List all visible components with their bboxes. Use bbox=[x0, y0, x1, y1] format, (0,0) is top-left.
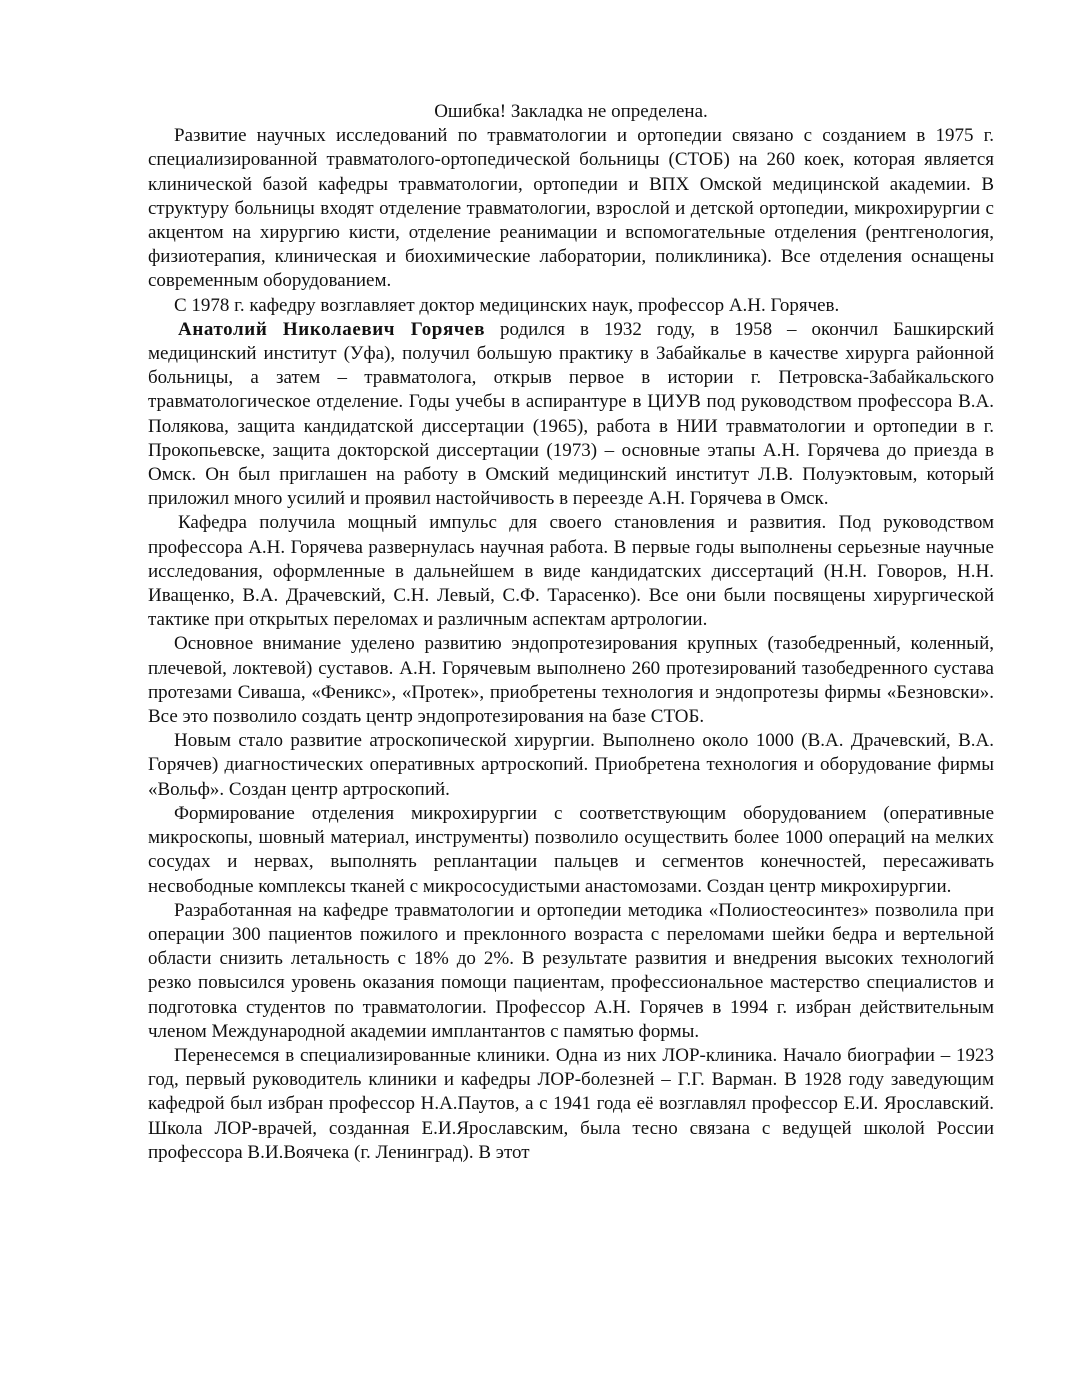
person-name-bold: Анатолий Николаевич Горячев bbox=[178, 318, 486, 340]
biography-text: родился в 1932 году, в 1958 – окончил Башкирский медицинский институт (Уфа), получил большую практику в Забайкалье в качестве хирурга районной больницы, а затем – травматолога, открыв первое в истории г. Петровска-Забайкальского травматологическое отделение. Годы учебы в аспирантуре в ЦИУВ под руководством профессора В.А. Полякова, защита кандидатской диссертации (1965), работа в НИИ травматологии и ортопедии в г. Прокопьевске, защита докторской диссертации (1973) – основные этапы А.Н. Горячева до приезда в Омск. Он был приглашен на работу в Омский медицинский институт Л.В. Полуэктовым, который приложил много усилий и проявил настойчивость в переезде А.Н. Горячева в Омск. bbox=[148, 318, 994, 510]
document-page bbox=[148, 100, 994, 1165]
paragraph-department-head: С 1978 г. кафедру возглавляет доктор медицинских наук, профессор А.Н. Горячев. bbox=[174, 294, 840, 316]
paragraph-department-research: Кафедра получила мощный импульс для своего становления и развития. Под руководством профессора А.Н. Горячева развернулась научная работа. В первые годы выполнены серьезные научные исследования, оформленные в дальнейшем в виде кандидатских диссертаций (Н.Н. Говоров, Н.Н. Иващенко, В.А. Драчевский, С.Н. Левый, С.Ф. Тарасенко). Все они были посвящены хирургической тактике при открытых переломах и различным аспектам артрологии. bbox=[148, 512, 994, 631]
paragraph-ent-clinic: Перенесемся в специализированные клиники. Одна из них ЛОР-клиника. Начало биографии – 1923 год, первый руководитель клиники и кафедры ЛОР-болезней – Г.Г. Варман. В 1928 году заведующим кафедрой был избран профессор Н.А.Паутов, а с 1941 года её возглавлял профессор Е.И. Ярославский. Школа ЛОР-врачей, созданная Е.И.Ярославским, была тесно связана с ведущей школой России профессора В.И.Воячека (г. Ленинград). В этот bbox=[148, 1044, 994, 1163]
paragraph-endoprosthetics: Основное внимание уделено развитию эндопротезирования крупных (тазобедренный, коленный, плечевой, локтевой) суставов. А.Н. Горячевым выполнено 260 протезирований тазобедренного сустава протезами Сиваша, «Феникс», «Протек», приобретены технология и эндопротезы фирмы «Безновски». Все это позволило создать центр эндопротезирования на базе СТОБ. bbox=[148, 633, 994, 728]
paragraph-polyosteosynthesis: Разработанная на кафедре травматологии и ортопедии методика «Полиостеосинтез» позволила при операции 300 пациентов пожилого и преклонного возраста с переломами шейки бедра и вертельной области снизить летальность с 18% до 2%. В результате развития и внедрения высоких технологий резко повысился уровень оказания помощи пациентам, профессиональное мастерство специалистов и подготовка студентов по травматологии. Профессор А.Н. Горячев в 1994 г. избран действительным членом Международной академии имплантантов с памятью формы. bbox=[148, 899, 994, 1042]
paragraph-stob-history: Развитие научных исследований по травматологии и ортопедии связано с созданием в 1975 г. специализированной травматолого-ортопедической больницы (СТОБ) на 260 коек, которая является клинической базой кафедры травматологии, ортопедии и ВПХ Омской медицинской академии. В структуру больницы входят отделение травматологии, взрослой и детской ортопедии, микрохирургии с акцентом на хирургию кисти, отделение реанимации и вспомогательные отделения (рентгенология, физиотерапия, клиническая и биохимические лаборатории, поликлиника). Все отделения оснащены современным оборудованием. bbox=[148, 125, 994, 292]
paragraph-arthroscopy: Новым стало развитие атроскопической хирургии. Выполнено около 1000 (В.А. Драчевский, В.А. Горячев) диагностических оперативных артроскопий. Приобретена технология и оборудование фирмы «Вольф». Создан центр артроскопий. bbox=[148, 730, 994, 800]
document-heading: Ошибка! Закладка не определена. bbox=[434, 101, 708, 122]
paragraph-microsurgery: Формирование отделения микрохирургии с соответствующим оборудованием (оперативные микроскопы, шовный материал, инструменты) позволило осуществить более 1000 операций на мелких сосудах и нервах, выполнять реплантации пальцев и сегментов конечностей, пересаживать несвободные комплексы тканей с микрососудистыми анастомозами. Создан центр микрохирургии. bbox=[148, 802, 994, 897]
paragraph-goryachev-biography bbox=[148, 318, 994, 512]
